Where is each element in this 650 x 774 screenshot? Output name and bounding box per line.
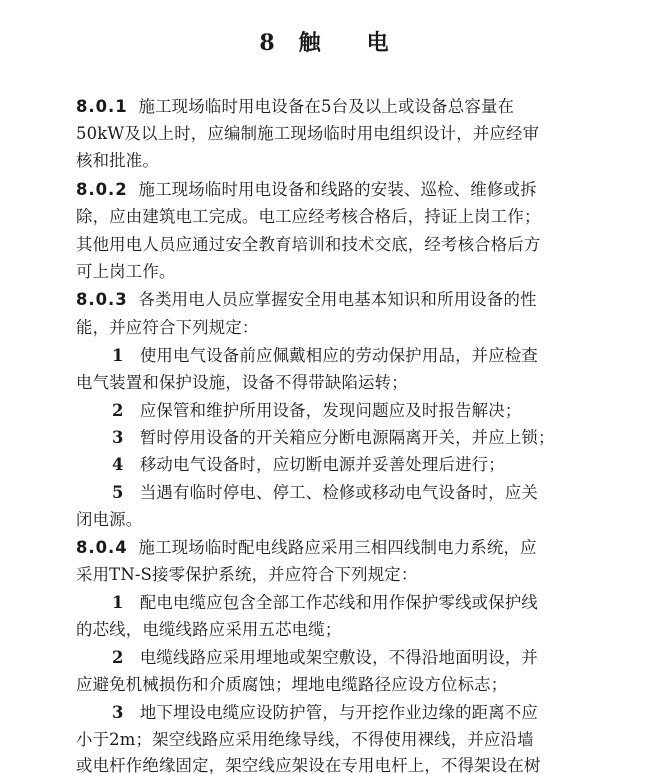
clause-text: 施工现场临时配电线路应采用三相四线制电力系统，应 (138, 538, 537, 557)
item-number: 4 (112, 455, 124, 474)
item-text: 配电电缆应包含全部工作芯线和用作保护零线或保护线 (139, 593, 539, 612)
item-number: 3 (112, 428, 124, 447)
item-8-0-3-4 (112, 455, 505, 475)
clause-8-0-1-line-2: 50kW及以上时，应编制施工现场临时用电组织设计，并应经审 (76, 124, 540, 143)
item-text: 应保管和维护所用设备，发现问题应及时报告解决； (139, 401, 522, 420)
clause-number: 8.0.4 (76, 538, 128, 557)
item-text: 移动电气设备时，应切断电源并妥善处理后进行； (139, 455, 505, 474)
chapter-number: 8 (259, 30, 277, 56)
clause-number: 8.0.2 (76, 180, 128, 199)
item-8-0-3-5-line-2: 闭电源。 (76, 510, 143, 529)
clause-8-0-2-line-3: 其他用电人员应通过安全教育培训和技术交底，经考核合格后方 (76, 235, 541, 254)
item-8-0-4-2-line-1 (112, 648, 538, 668)
item-number: 1 (112, 593, 124, 612)
clause-8-0-1-line-3: 核和批准。 (76, 151, 159, 170)
clause-8-0-2-line-2: 除，应由建筑电工完成。电工应经考核合格后，持证上岗工作； (76, 207, 541, 226)
item-number: 2 (112, 401, 124, 420)
clause-number: 8.0.3 (76, 290, 128, 309)
item-text: 当遇有临时停电、停工、检修或移动电气设备时，应关 (139, 483, 539, 502)
clause-8-0-1-line-1 (76, 97, 514, 117)
chapter-title-char-1: 触 (298, 30, 323, 56)
clause-text: 施工现场临时用电设备在5台及以上或设备总容量在 (138, 97, 515, 116)
item-8-0-3-1-line-1 (112, 346, 538, 366)
item-number: 1 (112, 346, 124, 365)
item-number: 2 (112, 648, 124, 667)
item-number: 3 (112, 703, 124, 722)
item-number: 5 (112, 483, 124, 502)
item-8-0-3-5-line-1 (112, 483, 538, 503)
item-8-0-4-3-line-2: 小于2m；架空线路应采用绝缘导线，不得使用裸线，并应沿墙 (76, 730, 534, 749)
clause-8-0-3-line-1 (76, 290, 537, 310)
clause-8-0-2-line-4: 可上岗工作。 (76, 262, 176, 281)
clause-8-0-4-line-2: 采用TN-S接零保护系统，并应符合下列规定： (76, 565, 418, 584)
clause-8-0-3-line-2: 能，并应符合下列规定： (76, 318, 259, 337)
item-8-0-4-3-line-3: 或电杆作绝缘固定，架空线应架设在专用电杆上，不得架设在树 (76, 756, 541, 774)
item-8-0-4-1-line-2: 的芯线，电缆线路应采用五芯电缆； (76, 620, 342, 639)
item-8-0-4-2-line-2: 应避免机械损伤和介质腐蚀；埋地电缆路径应设方位标志； (76, 675, 508, 694)
item-text: 地下埋设电缆应设防护管，与开挖作业边缘的距离不应 (139, 703, 539, 722)
item-text: 电缆线路应采用埋地或架空敷设，不得沿地面明设，并 (139, 648, 539, 667)
item-text: 使用电气设备前应佩戴相应的劳动保护用品，并应检查 (139, 346, 539, 365)
item-8-0-3-2 (112, 401, 521, 421)
item-8-0-3-3 (112, 428, 555, 448)
clause-8-0-4-line-1 (76, 538, 537, 558)
clause-text: 各类用电人员应掌握安全用电基本知识和所用设备的性 (138, 290, 537, 309)
clause-number: 8.0.1 (76, 97, 128, 116)
chapter-title-char-2: 电 (366, 30, 391, 56)
item-8-0-4-1-line-1 (112, 593, 538, 613)
item-8-0-4-3-line-1 (112, 703, 538, 723)
item-8-0-3-1-line-2: 电气装置和保护设施，设备不得带缺陷运转； (76, 373, 408, 392)
clause-text: 施工现场临时用电设备和线路的安装、巡检、维修或拆 (138, 180, 537, 199)
clause-8-0-2-line-1 (76, 180, 537, 200)
chapter-title (0, 26, 650, 57)
item-text: 暂时停用设备的开关箱应分断电源隔离开关，并应上锁； (139, 428, 555, 447)
